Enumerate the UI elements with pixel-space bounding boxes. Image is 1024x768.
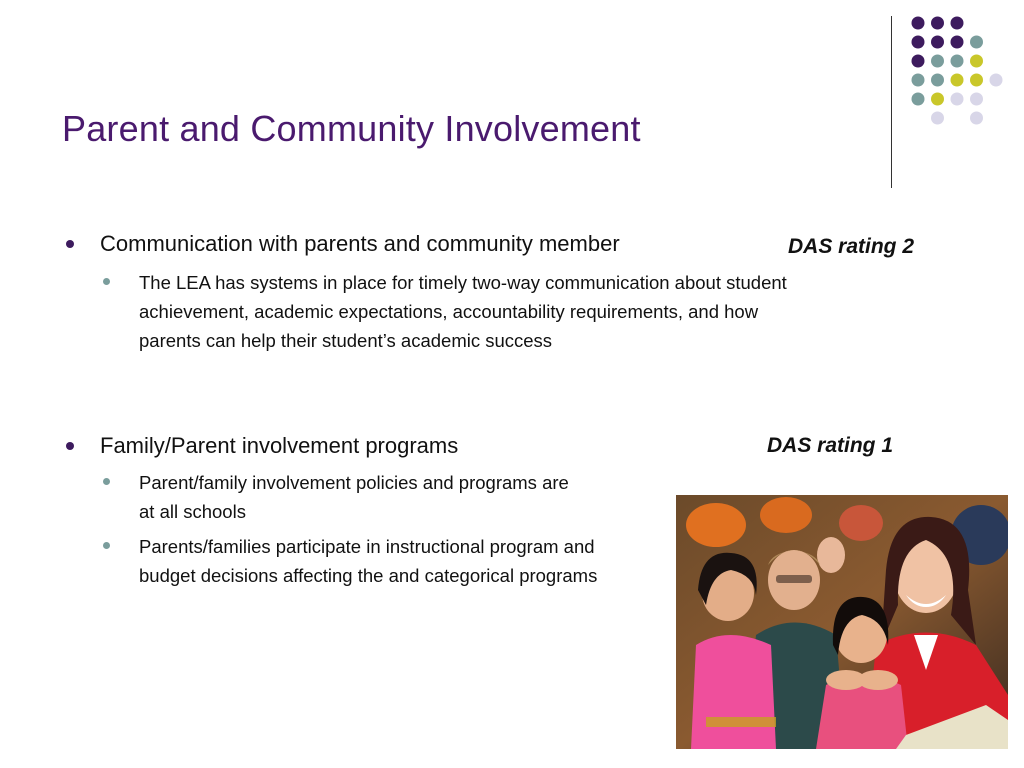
family-photo-image bbox=[676, 495, 1008, 749]
decorative-divider-line bbox=[891, 16, 892, 188]
family-photo bbox=[676, 495, 1008, 749]
section-2-bullet bbox=[100, 432, 458, 460]
decorative-dot bbox=[931, 93, 944, 106]
decorative-dot bbox=[931, 112, 944, 125]
section-1-bullet bbox=[100, 230, 620, 258]
decorative-dot bbox=[970, 74, 983, 87]
decorative-dot bbox=[912, 17, 925, 30]
decorative-dot bbox=[951, 93, 964, 106]
sub-bullet-dot-icon bbox=[103, 478, 110, 485]
section-2-subitem-2-text: Parents/families participate in instructional program and budget decisions affecting the and categorical programs bbox=[139, 536, 598, 586]
bullet-dot-icon bbox=[66, 442, 74, 450]
section-1-rating: DAS rating 2 bbox=[788, 235, 915, 258]
decorative-dot bbox=[951, 17, 964, 30]
decorative-dot bbox=[912, 55, 925, 68]
decorative-dot bbox=[970, 93, 983, 106]
section-1-heading: Communication with parents and community member bbox=[100, 231, 620, 256]
section-1-subitem-1 bbox=[139, 268, 789, 355]
decorative-dot bbox=[951, 74, 964, 87]
decorative-dot bbox=[912, 36, 925, 49]
section-2-rating: DAS rating 1 bbox=[767, 434, 894, 457]
decorative-dot bbox=[931, 36, 944, 49]
slide-title: Parent and Community Involvement bbox=[62, 108, 641, 149]
decorative-dot bbox=[912, 93, 925, 106]
section-2-subitem-1 bbox=[139, 468, 579, 526]
decorative-dot bbox=[931, 55, 944, 68]
decorative-dot bbox=[931, 17, 944, 30]
sub-bullet-dot-icon bbox=[103, 542, 110, 549]
decorative-dot bbox=[951, 55, 964, 68]
sub-bullet-dot-icon bbox=[103, 278, 110, 285]
decorative-dot bbox=[970, 55, 983, 68]
section-2-subitem-2 bbox=[139, 532, 619, 590]
decorative-dot bbox=[990, 74, 1003, 87]
decorative-dot-grid bbox=[0, 0, 1024, 200]
bullet-dot-icon bbox=[66, 240, 74, 248]
section-1-subitem-1-text: The LEA has systems in place for timely two-way communication about student achievement, academic expectations, accountability requirements, and how parents can help their student’s academic success bbox=[139, 272, 787, 351]
section-2-heading: Family/Parent involvement programs bbox=[100, 433, 459, 458]
decorative-dot bbox=[970, 36, 983, 49]
decorative-dot bbox=[931, 74, 944, 87]
decorative-dot bbox=[970, 112, 983, 125]
decorative-dot bbox=[951, 36, 964, 49]
section-2-subitem-1-text: Parent/family involvement policies and programs are at all schools bbox=[139, 472, 569, 522]
decorative-dot bbox=[912, 74, 925, 87]
